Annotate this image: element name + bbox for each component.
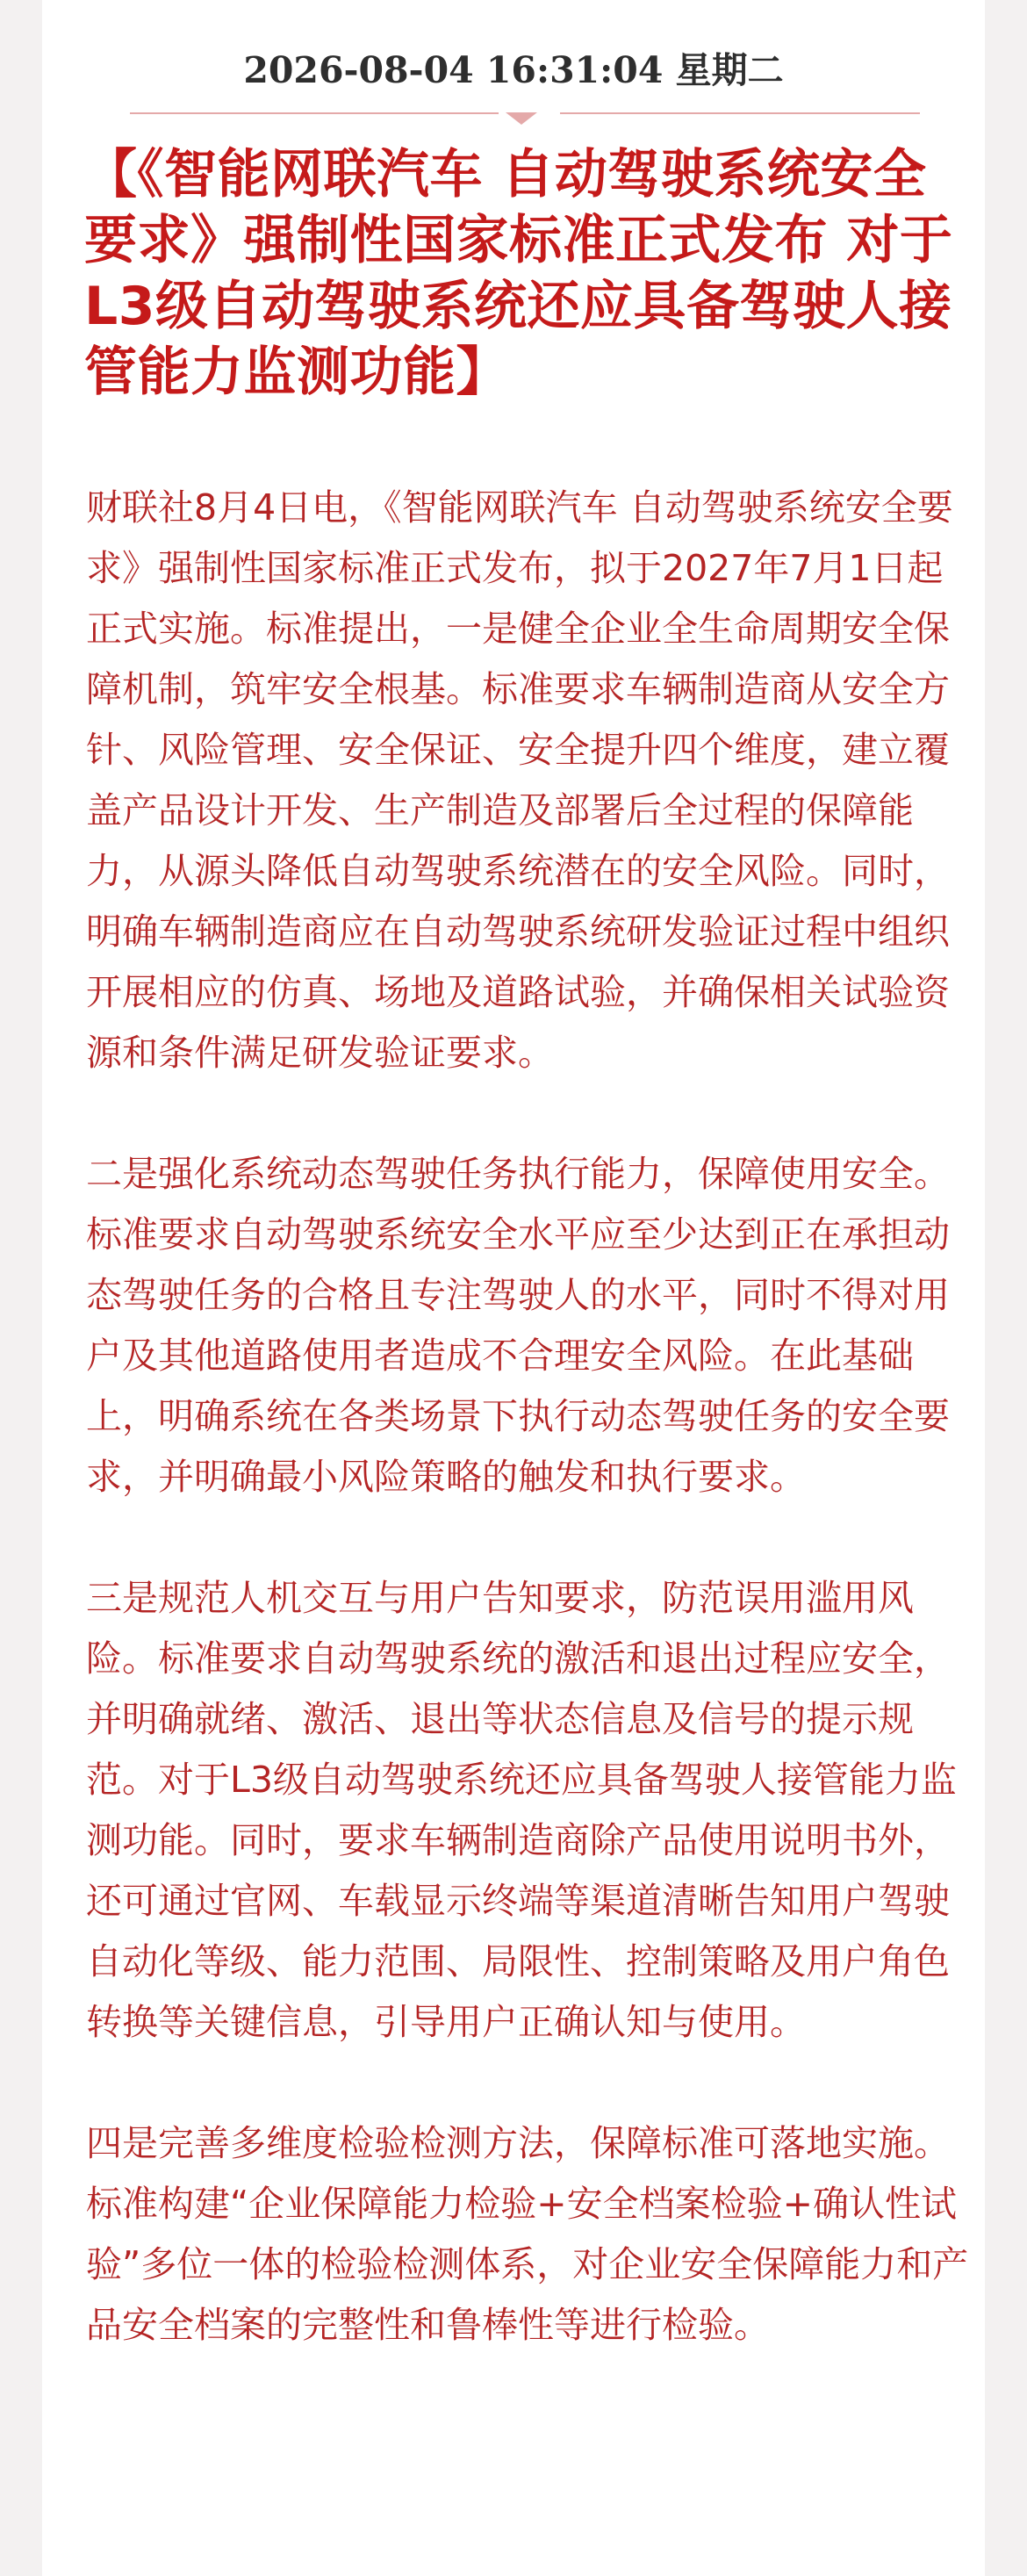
divider-notch — [506, 112, 537, 125]
article-paragraph-4: 四是完善多维度检验检测方法，保障标准可落地实施。标准构建“企业保障能力检验+安全档案检验+确认性试验”多位一体的检验检测体系，对企业安全保障能力和产品安全档案的完整性和鲁棒性等进行检验。 — [86, 2122, 969, 2346]
article-body — [86, 478, 973, 2416]
news-card — [42, 0, 985, 2576]
publish-datetime: 2026-08-04 16:31:04 星期二 — [243, 49, 784, 91]
divider-line-left — [130, 112, 499, 114]
article-paragraph-2: 二是强化系统动态驾驶任务执行能力，保障使用安全。标准要求自动驾驶系统安全水平应至少达到正在承担动态驾驶任务的合格且专注驾驶人的水平，同时不得对用户及其他道路使用者造成不合理安全风险。在此基础上，明确系统在各类场景下执行动态驾驶任务的安全要求，并明确最小风险策略的触发和执行要求。 — [86, 1153, 950, 1498]
divider-line-right — [560, 112, 920, 114]
article-headline: 【《智能网联汽车 自动驾驶系统安全要求》强制性国家标准正式发布 对于L3级自动驾驶系统还应具备驾驶人接管能力监测功能】 — [84, 144, 953, 403]
date-header — [42, 0, 985, 132]
article-paragraph-3: 三是规范人机交互与用户告知要求，防范误用滥用风险。标准要求自动驾驶系统的激活和退出过程应安全，并明确就绪、激活、退出等状态信息及信号的提示规范。对于L3级自动驾驶系统还应具备驾驶人接管能力监测功能。同时，要求车辆制造商除产品使用说明书外，还可通过官网、车载显示终端等渠道清晰告知用户驾驶自动化等级、能力范围、局限性、控制策略及用户角色转换等关键信息，引导用户正确认知与使用。 — [86, 1577, 957, 2043]
article-paragraph-1: 财联社8月4日电，《智能网联汽车 自动驾驶系统安全要求》强制性国家标准正式发布，拟于2027年7月1日起正式实施。标准提出，一是健全企业全生命周期安全保障机制，筑牢安全根基。标准要求车辆制造商从安全方针、风险管理、安全保证、安全提升四个维度，建立覆盖产品设计开发、生产制造及部署后全过程的保障能力，从源头降低自动驾驶系统潜在的安全风险。同时，明确车辆制造商应在自动驾驶系统研发验证过程中组织开展相应的仿真、场地及道路试验，并确保相关试验资源和条件满足研发验证要求。 — [86, 486, 953, 1074]
